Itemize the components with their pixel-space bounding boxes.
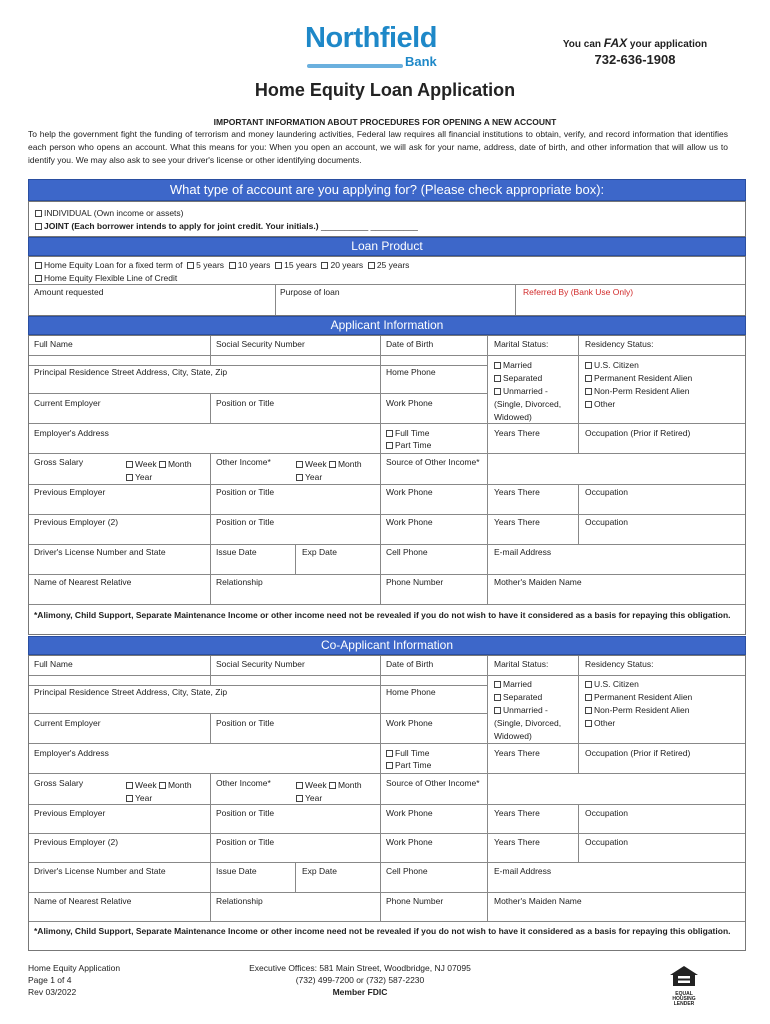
married-option[interactable]: Married xyxy=(494,359,561,372)
prev-position-label: Position or Title xyxy=(216,487,275,497)
source-other-income-label: Source of Other Income* xyxy=(386,457,480,467)
co-position-label: Position or Title xyxy=(216,718,275,728)
prev2-position-label: Position or Title xyxy=(216,517,275,527)
house-icon xyxy=(669,965,699,987)
prev2-years-label: Years There xyxy=(494,517,540,527)
co-salary-period: Week Month Year xyxy=(126,779,192,805)
co-source-other-income-label: Source of Other Income* xyxy=(386,778,480,788)
individual-option[interactable]: INDIVIDUAL (Own income or assets) xyxy=(35,208,184,218)
full-time-option[interactable]: Full Time xyxy=(386,427,431,439)
footer-phones: (732) 499-7200 or (732) 587-2230 xyxy=(295,975,425,985)
co-us-citizen-option[interactable]: U.S. Citizen xyxy=(585,678,692,691)
co-prev-employer2-label: Previous Employer (2) xyxy=(34,837,119,847)
footer-offices: Executive Offices: 581 Main Street, Woodbridge, NJ 07095 xyxy=(249,963,471,973)
co-perm-resident-option[interactable]: Permanent Resident Alien xyxy=(585,691,692,704)
phone-number-label: Phone Number xyxy=(386,577,444,587)
equal-housing-lender-icon xyxy=(669,965,699,1007)
logo-swoosh xyxy=(307,64,403,68)
co-occupation-retired-label: Occupation (Prior if Retired) xyxy=(585,748,691,758)
account-type-box xyxy=(28,201,746,237)
co-prev2-occupation-label: Occupation xyxy=(585,837,628,847)
footer-member: Member FDIC xyxy=(332,987,388,997)
license-label: Driver's License Number and State xyxy=(34,547,166,557)
fax-suffix: your application xyxy=(627,39,708,50)
northfield-bank-logo xyxy=(305,22,450,72)
co-full-time-option[interactable]: Full Time xyxy=(386,747,431,759)
co-unmarried-option[interactable]: Unmarried - xyxy=(494,704,561,717)
initials-blank[interactable]: __________ __________ xyxy=(320,221,418,231)
co-relative-label: Name of Nearest Relative xyxy=(34,896,132,906)
co-employer-address-label: Employer's Address xyxy=(34,748,109,758)
co-non-perm-option[interactable]: Non-Perm Resident Alien xyxy=(585,704,692,717)
employer-label: Current Employer xyxy=(34,398,101,408)
issue-date-label: Issue Date xyxy=(216,547,257,557)
checkbox[interactable] xyxy=(35,210,42,217)
fax-number: 732-636-1908 xyxy=(594,52,676,67)
co-applicant-heading: Co-Applicant Information xyxy=(28,636,746,655)
divider xyxy=(29,284,745,285)
co-marital-label: Marital Status: xyxy=(494,659,549,669)
ehl-text: EQUAL HOUSING LENDER xyxy=(672,991,696,1007)
email-label: E-mail Address xyxy=(494,547,552,557)
position-label: Position or Title xyxy=(216,398,275,408)
co-marital-options: Married Separated Unmarried - (Single, Divorced, Widowed) xyxy=(494,679,562,741)
flexible-line-option[interactable]: Home Equity Flexible Line of Credit xyxy=(35,273,177,283)
occupation-retired-label: Occupation (Prior if Retired) xyxy=(585,428,691,438)
co-other-income-label: Other Income* xyxy=(216,778,271,788)
co-separated-option[interactable]: Separated xyxy=(494,691,561,704)
non-perm-option[interactable]: Non-Perm Resident Alien xyxy=(585,385,692,398)
logo-sub: Bank xyxy=(405,54,437,69)
loan-product-heading: Loan Product xyxy=(28,237,746,256)
co-alimony-note: *Alimony, Child Support, Separate Maintenance Income or other income need not be revealed if you do not wish to have it considered as a basis for repaying this obligation. xyxy=(34,926,731,936)
applicant-heading: Applicant Information xyxy=(28,316,746,335)
intro-text: To help the government fight the funding of terrorism and money laundering activities, Federal law requires all financial institutions to obtain, verify, and record information that identifies each person who opens an account. What this means for you: When you open an account, we will ask for your name, address, date of birth, and other information that will allow us to identify you. We may also ask to see your driver's license or other identifying documents. xyxy=(28,129,728,165)
years-there-label: Years There xyxy=(494,428,540,438)
co-prev2-position-label: Position or Title xyxy=(216,837,275,847)
other-income-label: Other Income* xyxy=(216,457,271,467)
full-name-label: Full Name xyxy=(34,339,73,349)
co-issue-date-label: Issue Date xyxy=(216,866,257,876)
joint-option[interactable]: JOINT (Each borrower intends to apply for joint credit. Your initials.) __________ __________ xyxy=(35,221,418,231)
prev-employer2-label: Previous Employer (2) xyxy=(34,517,119,527)
co-ssn-label: Social Security Number xyxy=(216,659,305,669)
prev-years-label: Years There xyxy=(494,487,540,497)
exp-date-label: Exp Date xyxy=(302,547,337,557)
co-relationship-label: Relationship xyxy=(216,896,263,906)
co-maiden-name-label: Mother's Maiden Name xyxy=(494,896,582,906)
cell-phone-label: Cell Phone xyxy=(386,547,428,557)
co-part-time-option[interactable]: Part Time xyxy=(386,759,431,771)
prev2-work-phone-label: Work Phone xyxy=(386,517,433,527)
co-other-residency-option[interactable]: Other xyxy=(585,717,692,730)
part-time-option[interactable]: Part Time xyxy=(386,439,431,451)
prev2-occupation-label: Occupation xyxy=(585,517,628,527)
co-prev2-work-phone-label: Work Phone xyxy=(386,837,433,847)
employment-type xyxy=(386,427,431,451)
checkbox[interactable] xyxy=(35,223,42,230)
maiden-name-label: Mother's Maiden Name xyxy=(494,577,582,587)
prev-occupation-label: Occupation xyxy=(585,487,628,497)
co-home-phone-label: Home Phone xyxy=(386,687,436,697)
co-prev-position-label: Position or Title xyxy=(216,808,275,818)
marital-label: Marital Status: xyxy=(494,339,549,349)
work-phone-label: Work Phone xyxy=(386,398,433,408)
amount-requested-label: Amount requested xyxy=(34,287,104,297)
co-employer-label: Current Employer xyxy=(34,718,101,728)
address-label: Principal Residence Street Address, City, State, Zip xyxy=(34,367,228,377)
other-income-period: Week Month Year xyxy=(296,458,362,484)
important-heading: IMPORTANT INFORMATION ABOUT PROCEDURES FOR OPENING A NEW ACCOUNT xyxy=(213,117,557,127)
co-employment-type xyxy=(386,747,431,771)
co-address-label: Principal Residence Street Address, City, State, Zip xyxy=(34,687,228,697)
co-full-name-label: Full Name xyxy=(34,659,73,669)
co-years-there-label: Years There xyxy=(494,748,540,758)
co-license-label: Driver's License Number and State xyxy=(34,866,166,876)
dob-label: Date of Birth xyxy=(386,339,434,349)
co-exp-date-label: Exp Date xyxy=(302,866,337,876)
relative-label: Name of Nearest Relative xyxy=(34,577,132,587)
footer-rev: Rev 03/2022 xyxy=(28,987,77,997)
residency-options xyxy=(585,359,692,411)
co-gross-salary-label: Gross Salary xyxy=(34,778,84,788)
co-prev-work-phone-label: Work Phone xyxy=(386,808,433,818)
co-prev-years-label: Years There xyxy=(494,808,540,818)
footer-page: Page 1 of 4 xyxy=(28,975,72,985)
co-other-income-period: Week Month Year xyxy=(296,779,362,805)
loan-product-box xyxy=(28,256,746,316)
account-type-heading: What type of account are you applying for? (Please check appropriate box): xyxy=(28,179,746,201)
ssn-label: Social Security Number xyxy=(216,339,305,349)
co-email-label: E-mail Address xyxy=(494,866,552,876)
prev-employer-label: Previous Employer xyxy=(34,487,106,497)
page-title: Home Equity Loan Application xyxy=(254,80,516,100)
residency-label: Residency Status: xyxy=(585,339,654,349)
salary-period: Week Month Year xyxy=(126,458,192,484)
co-married-option[interactable]: Married xyxy=(494,678,561,691)
marital-options: Married Separated Unmarried - (Single, Divorced, Widowed) xyxy=(494,360,562,422)
applicant-box xyxy=(28,335,746,635)
co-applicant-box xyxy=(28,655,746,951)
purpose-label: Purpose of loan xyxy=(280,287,340,297)
fixed-term-option[interactable]: Home Equity Loan for a fixed term of 5 years 10 years 15 years 20 years 25 years xyxy=(35,260,409,270)
separated-option[interactable]: Separated xyxy=(494,372,561,385)
logo-name: Northfield xyxy=(305,22,437,54)
us-citizen-option[interactable]: U.S. Citizen xyxy=(585,359,692,372)
co-prev-employer-label: Previous Employer xyxy=(34,808,106,818)
footer-center xyxy=(200,962,520,998)
co-prev-occupation-label: Occupation xyxy=(585,808,628,818)
unmarried-option[interactable]: Unmarried - xyxy=(494,385,561,398)
fax-notice xyxy=(540,36,730,50)
relationship-label: Relationship xyxy=(216,577,263,587)
alimony-note: *Alimony, Child Support, Separate Maintenance Income or other income need not be revealed if you do not wish to have it considered as a basis for repaying this obligation. xyxy=(34,610,731,620)
co-phone-number-label: Phone Number xyxy=(386,896,444,906)
footer-left xyxy=(28,962,120,998)
fax-word: FAX xyxy=(603,36,628,50)
co-residency-label: Residency Status: xyxy=(585,659,654,669)
co-dob-label: Date of Birth xyxy=(386,659,434,669)
referred-by-label: Referred By (Bank Use Only) xyxy=(523,287,634,297)
co-residency-options xyxy=(585,678,692,730)
co-prev2-years-label: Years There xyxy=(494,837,540,847)
prev-work-phone-label: Work Phone xyxy=(386,487,433,497)
perm-resident-option[interactable]: Permanent Resident Alien xyxy=(585,372,692,385)
co-cell-phone-label: Cell Phone xyxy=(386,866,428,876)
employer-address-label: Employer's Address xyxy=(34,428,109,438)
fax-prefix: You can xyxy=(562,39,604,50)
footer-doc-name: Home Equity Application xyxy=(28,963,121,973)
gross-salary-label: Gross Salary xyxy=(34,457,84,467)
other-residency-option[interactable]: Other xyxy=(585,398,692,411)
co-work-phone-label: Work Phone xyxy=(386,718,433,728)
home-phone-label: Home Phone xyxy=(386,367,436,377)
